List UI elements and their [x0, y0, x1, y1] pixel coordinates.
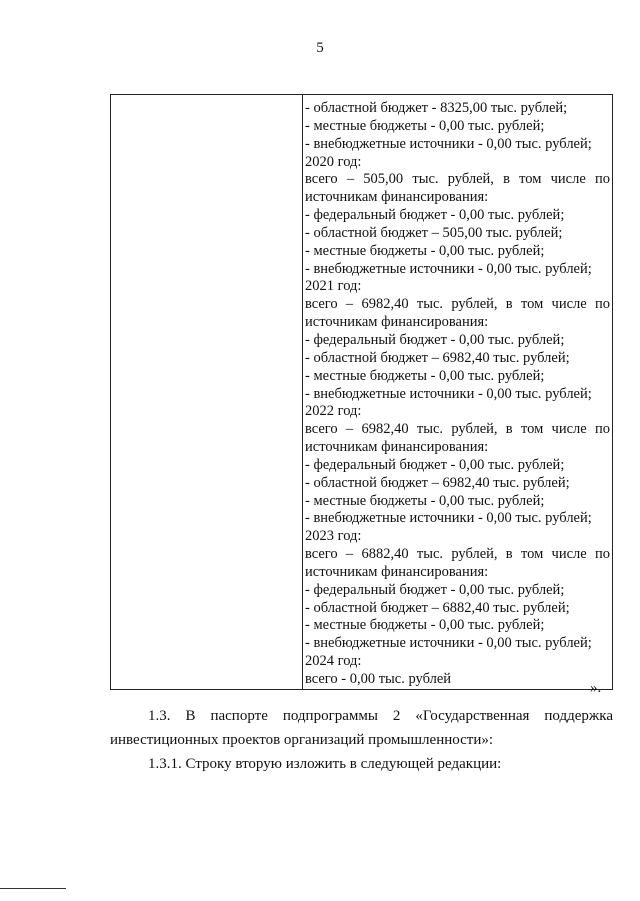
- funding-line: - федеральный бюджет - 0,00 тыс. рублей;: [305, 207, 565, 224]
- funding-line: всего – 505,00 тыс. рублей, в том числе по: [305, 171, 610, 188]
- table-cell-empty: [111, 95, 303, 690]
- funding-line: всего - 0,00 тыс. рублей: [305, 671, 452, 687]
- funding-line: - внебюджетные источники - 0,00 тыс. рублей;: [305, 385, 592, 402]
- funding-line: источникам финансирования:: [305, 563, 489, 580]
- table-cell-funding: [303, 95, 613, 690]
- funding-line: - областной бюджет – 6882,40 тыс. рублей;: [305, 599, 570, 616]
- funding-line: источникам финансирования:: [305, 439, 489, 456]
- funding-line: - областной бюджет – 6982,40 тыс. рублей;: [305, 349, 570, 366]
- funding-line: всего – 6982,40 тыс. рублей, в том числе по: [305, 421, 610, 438]
- funding-line: - местные бюджеты - 0,00 тыс. рублей;: [305, 242, 545, 259]
- funding-line: - внебюджетные источники - 0,00 тыс. рублей;: [305, 135, 592, 152]
- funding-line: - местные бюджеты - 0,00 тыс. рублей;: [305, 117, 545, 134]
- closing-quote: ».: [590, 680, 602, 696]
- funding-line: всего – 6982,40 тыс. рублей, в том числе по: [305, 296, 610, 313]
- funding-line: источникам финансирования:: [305, 189, 489, 206]
- paragraph-line: инвестиционных проектов организаций промышленности»:: [110, 732, 494, 748]
- paragraph-1-3-1: 1.3.1. Строку вторую изложить в следующей редакции:: [148, 756, 502, 772]
- table-row: [111, 95, 613, 690]
- funding-line: - внебюджетные источники - 0,00 тыс. рублей;: [305, 635, 592, 652]
- funding-line: - областной бюджет - 8325,00 тыс. рублей;: [305, 100, 568, 116]
- funding-line: 2020 год:: [305, 153, 362, 170]
- funding-line: - местные бюджеты - 0,00 тыс. рублей;: [305, 492, 545, 509]
- funding-line: 2023 год:: [305, 528, 362, 545]
- funding-line: - федеральный бюджет - 0,00 тыс. рублей;: [305, 331, 565, 348]
- funding-line: - местные бюджеты - 0,00 тыс. рублей;: [305, 617, 545, 634]
- funding-line: 2024 год:: [305, 653, 362, 670]
- funding-line: - федеральный бюджет - 0,00 тыс. рублей;: [305, 581, 565, 598]
- page-number: 5: [316, 40, 324, 56]
- paragraph-line: 1.3. В паспорте подпрограммы 2 «Государственная поддержка: [148, 708, 613, 724]
- funding-line: - местные бюджеты - 0,00 тыс. рублей;: [305, 367, 545, 384]
- funding-line: источникам финансирования:: [305, 314, 489, 331]
- funding-line: - внебюджетные источники - 0,00 тыс. рублей;: [305, 510, 592, 527]
- funding-line: 2022 год:: [305, 403, 362, 420]
- funding-line: всего – 6882,40 тыс. рублей, в том числе по: [305, 546, 610, 563]
- funding-line: - федеральный бюджет - 0,00 тыс. рублей;: [305, 456, 565, 473]
- funding-line: - внебюджетные источники - 0,00 тыс. рублей;: [305, 260, 592, 277]
- funding-table: [110, 94, 613, 690]
- funding-lines: [303, 95, 612, 689]
- funding-line: - областной бюджет – 6982,40 тыс. рублей;: [305, 474, 570, 491]
- funding-line: 2021 год:: [305, 278, 362, 295]
- funding-line: - областной бюджет – 505,00 тыс. рублей;: [305, 224, 563, 241]
- footer-rule: [0, 888, 66, 889]
- paragraph-1-3: [110, 704, 613, 752]
